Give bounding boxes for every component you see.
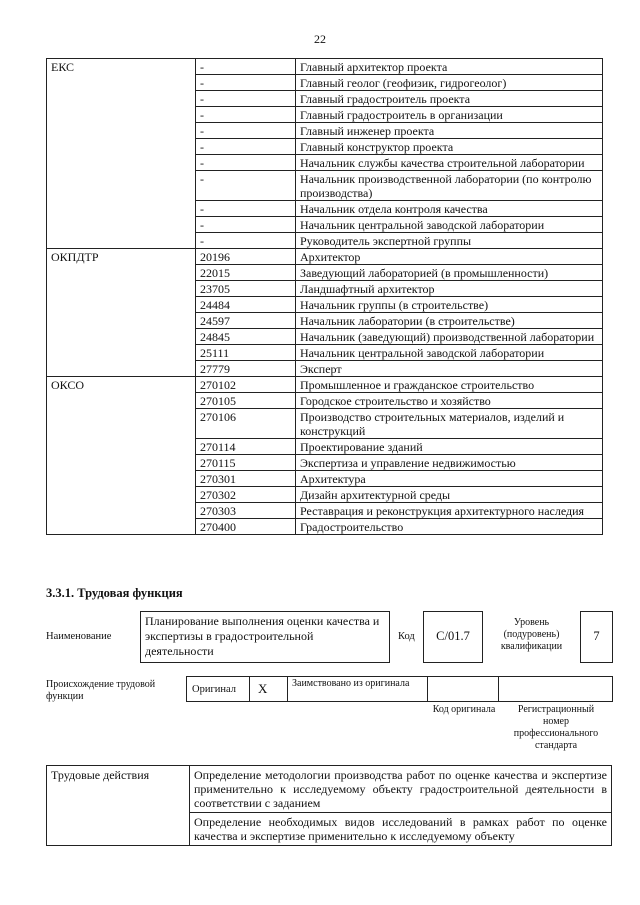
codes-code-cell: - <box>196 233 296 249</box>
codes-group-label: ОКСО <box>47 377 196 535</box>
borrowed-label: Заимствовано из оригинала <box>292 678 410 689</box>
codes-name-cell: Руководитель экспертной группы <box>296 233 603 249</box>
codes-table-row <box>47 249 603 265</box>
codes-code-cell: 22015 <box>196 265 296 281</box>
codes-code-cell: 24597 <box>196 313 296 329</box>
codes-name-cell: Начальник производственной лаборатории (по контролю производства) <box>296 171 603 201</box>
codes-name-cell: Эксперт <box>296 361 603 377</box>
actions-table <box>46 765 612 846</box>
codes-table-row <box>47 377 603 393</box>
codes-code-cell: - <box>196 201 296 217</box>
codes-code-cell: 24845 <box>196 329 296 345</box>
code-caption: Код оригинала <box>432 704 496 715</box>
codes-code-cell: - <box>196 171 296 201</box>
codes-name-cell: Начальник службы качества строительной лаборатории <box>296 155 603 171</box>
level-label: Уровень (подуровень) квалификации <box>500 617 563 652</box>
codes-name-cell: Главный инженер проекта <box>296 123 603 139</box>
codes-name-cell: Главный геолог (геофизик, гидрогеолог) <box>296 75 603 91</box>
codes-code-cell: - <box>196 155 296 171</box>
codes-code-cell: 270115 <box>196 455 296 471</box>
actions-row <box>47 766 612 813</box>
codes-name-cell: Заведующий лабораторией (в промышленности) <box>296 265 603 281</box>
codes-table-row <box>47 59 603 75</box>
codes-code-cell: - <box>196 91 296 107</box>
codes-name-cell: Главный конструктор проекта <box>296 139 603 155</box>
name-label: Наименование <box>46 631 112 642</box>
codes-code-cell: - <box>196 107 296 123</box>
original-label: Оригинал <box>192 684 236 695</box>
codes-name-cell: Городское строительство и хозяйство <box>296 393 603 409</box>
page-number: 22 <box>314 32 326 46</box>
codes-name-cell: Архитектор <box>296 249 603 265</box>
codes-name-cell: Начальник центральной заводской лаборатории <box>296 217 603 233</box>
actions-label: Трудовые действия <box>47 766 190 846</box>
function-name: Планирование выполнения оценки качества и экспертизы в градостроительной деятельности <box>140 611 390 663</box>
codes-code-cell: 270106 <box>196 409 296 439</box>
codes-name-cell: Реставрация и реконструкция архитектурного наследия <box>296 503 603 519</box>
codes-code-cell: 20196 <box>196 249 296 265</box>
codes-code-cell: - <box>196 75 296 91</box>
codes-table <box>46 58 603 535</box>
codes-code-cell: 25111 <box>196 345 296 361</box>
codes-name-cell: Начальник лаборатории (в строительстве) <box>296 313 603 329</box>
action-item: Определение необходимых видов исследований в рамках работ по оценке качества и экспертизе применительно к исследуемому объекту <box>190 813 612 846</box>
codes-name-cell: Экспертиза и управление недвижимостью <box>296 455 603 471</box>
section-title: 3.3.1. Трудовая функция <box>46 586 183 600</box>
original-mark: X <box>258 681 268 696</box>
codes-code-cell: 270400 <box>196 519 296 535</box>
codes-code-cell: 270102 <box>196 377 296 393</box>
codes-code-cell: 24484 <box>196 297 296 313</box>
codes-name-cell: Проектирование зданий <box>296 439 603 455</box>
codes-code-cell: - <box>196 139 296 155</box>
codes-name-cell: Главный архитектор проекта <box>296 59 603 75</box>
codes-code-cell: 270301 <box>196 471 296 487</box>
code-label: Код <box>398 631 415 642</box>
codes-code-cell: - <box>196 59 296 75</box>
codes-name-cell: Начальник отдела контроля качества <box>296 201 603 217</box>
level-value: 7 <box>580 611 613 663</box>
codes-name-cell: Начальник группы (в строительстве) <box>296 297 603 313</box>
reg-caption: Регистрационный номер профессионального стандарта <box>513 704 599 751</box>
codes-name-cell: Градостроительство <box>296 519 603 535</box>
codes-name-cell: Производство строительных материалов, изделий и конструкций <box>296 409 603 439</box>
codes-name-cell: Главный градостроитель в организации <box>296 107 603 123</box>
codes-code-cell: 270114 <box>196 439 296 455</box>
codes-code-cell: - <box>196 123 296 139</box>
codes-name-cell: Главный градостроитель проекта <box>296 91 603 107</box>
origin-label: Происхождение трудовой функции <box>46 679 156 702</box>
codes-code-cell: 27779 <box>196 361 296 377</box>
codes-group-label: ЕКС <box>47 59 196 249</box>
codes-code-cell: 270105 <box>196 393 296 409</box>
codes-name-cell: Архитектура <box>296 471 603 487</box>
codes-name-cell: Начальник (заведующий) производственной лаборатории <box>296 329 603 345</box>
codes-code-cell: 270303 <box>196 503 296 519</box>
action-item: Определение методологии производства работ по оценке качества и экспертизе применительно к исследуемому объекту градостроительной деятельности в соответствии с заданием <box>190 766 612 813</box>
codes-code-cell: 23705 <box>196 281 296 297</box>
codes-name-cell: Дизайн архитектурной среды <box>296 487 603 503</box>
codes-code-cell: 270302 <box>196 487 296 503</box>
codes-group-label: ОКПДТР <box>47 249 196 377</box>
codes-name-cell: Начальник центральной заводской лаборатории <box>296 345 603 361</box>
codes-code-cell: - <box>196 217 296 233</box>
codes-name-cell: Ландшафтный архитектор <box>296 281 603 297</box>
codes-name-cell: Промышленное и гражданское строительство <box>296 377 603 393</box>
function-code: C/01.7 <box>423 611 483 663</box>
